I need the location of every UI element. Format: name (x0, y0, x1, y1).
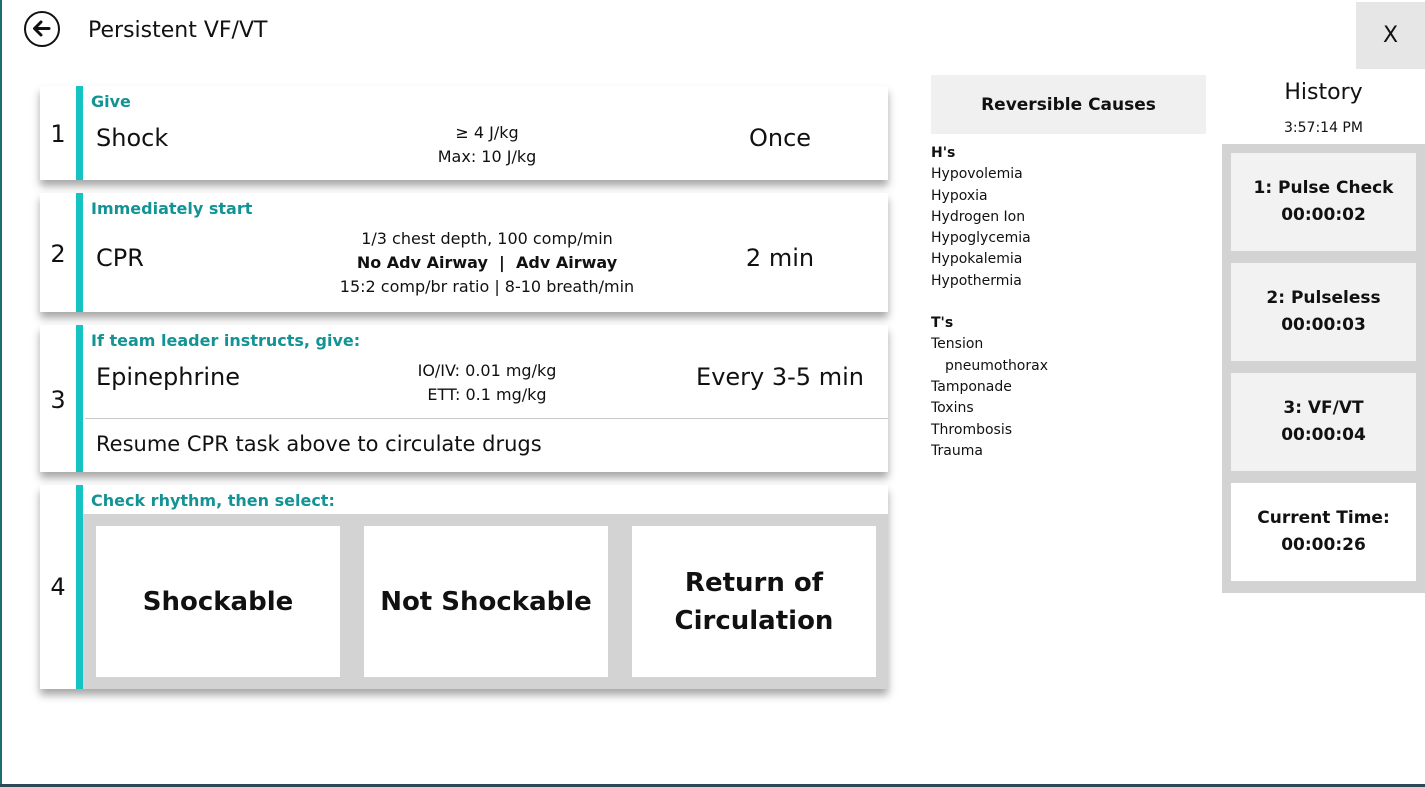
cause-item: Thrombosis (931, 421, 1013, 438)
history-event-label: 1: Pulse Check (1253, 178, 1394, 198)
back-button[interactable] (24, 11, 60, 47)
step-frequency: Once (748, 124, 812, 152)
cause-item-continued: pneumothorax (945, 357, 1048, 374)
window-left-border (0, 0, 2, 787)
cause-item: Tension (931, 336, 984, 353)
dose-line: IO/IV: 0.01 mg/kg (417, 361, 557, 380)
history-panel (1222, 144, 1425, 593)
step-card-epinephrine (40, 325, 888, 472)
history-event-time: 00:00:03 (1281, 315, 1366, 335)
dose-line: 15:2 comp/br ratio | 8-10 breath/min (339, 277, 635, 296)
step-number: 4 (50, 573, 66, 601)
current-time-label: Current Time: (1257, 508, 1390, 528)
history-event[interactable] (1231, 263, 1416, 361)
step-action: Shock (96, 124, 169, 152)
step-frequency: 2 min (745, 244, 815, 272)
history-event-label: 2: Pulseless (1266, 288, 1381, 308)
step-card-cpr (40, 193, 888, 312)
step-accent-bar (76, 485, 83, 689)
cause-item: Hypoxia (931, 187, 988, 204)
t-causes-heading: T's (931, 315, 954, 332)
cause-item: Toxins (931, 400, 974, 417)
cause-item: Tamponade (931, 378, 1012, 395)
step-action: CPR (96, 244, 144, 272)
history-title: History (1284, 80, 1363, 105)
h-causes-heading: H's (931, 145, 956, 161)
step-heading: Immediately start (91, 199, 253, 218)
step-number: 2 (50, 240, 66, 268)
dose-line: ETT: 0.1 mg/kg (427, 385, 547, 404)
step-heading: Give (91, 92, 131, 111)
list-spacer (931, 292, 1048, 313)
history-event[interactable] (1231, 373, 1416, 471)
close-button[interactable] (1356, 2, 1425, 69)
dose-line-airway: No Adv Airway | Adv Airway (356, 253, 618, 272)
step-accent-bar (76, 86, 83, 180)
cause-item: Hypothermia (931, 272, 1022, 289)
current-time-box (1231, 483, 1416, 581)
cause-item: Hypoglycemia (931, 230, 1031, 247)
step-dose (287, 121, 687, 169)
cause-item: Hypovolemia (931, 166, 1023, 183)
cause-item: Trauma (931, 442, 983, 459)
not-shockable-button[interactable]: Not Shockable (364, 526, 608, 677)
close-x-icon: X (1382, 23, 1399, 48)
step-dose (287, 227, 687, 299)
dose-line: 1/3 chest depth, 100 comp/min (361, 229, 613, 248)
step-heading: Check rhythm, then select: (91, 491, 335, 510)
reversible-causes-button[interactable]: Reversible Causes (931, 75, 1206, 134)
current-time-value: 00:00:26 (1281, 535, 1366, 555)
step-action: Epinephrine (96, 363, 240, 391)
step-accent-bar (76, 193, 83, 312)
step-accent-bar (76, 325, 83, 472)
reversible-causes-list (931, 143, 1048, 462)
cause-item: Hypokalemia (931, 251, 1023, 268)
step-note: Resume CPR task above to circulate drugs (96, 432, 542, 456)
history-clock: 3:57:14 PM (1284, 120, 1363, 136)
back-arrow-icon (30, 17, 53, 40)
step-card-check-rhythm (40, 485, 888, 689)
history-event-time: 00:00:04 (1281, 425, 1366, 445)
history-event-time: 00:00:02 (1281, 205, 1366, 225)
shockable-button[interactable]: Shockable (96, 526, 340, 677)
step-dose (287, 359, 687, 407)
return-of-circulation-button[interactable]: Return of Circulation (632, 526, 876, 677)
step-number: 1 (50, 120, 66, 148)
step-heading: If team leader instructs, give: (91, 331, 361, 350)
history-event[interactable] (1231, 153, 1416, 251)
step-number: 3 (50, 386, 66, 414)
step-card-give (40, 86, 888, 180)
page-title: Persistent VF/VT (88, 18, 268, 43)
step-divider (85, 418, 888, 419)
history-event-label: 3: VF/VT (1283, 398, 1364, 418)
dose-line: Max: 10 J/kg (437, 147, 537, 166)
step-frequency: Every 3-5 min (696, 363, 864, 391)
cause-item: Hydrogen Ion (931, 208, 1026, 225)
dose-line: ≥ 4 J/kg (455, 123, 519, 142)
